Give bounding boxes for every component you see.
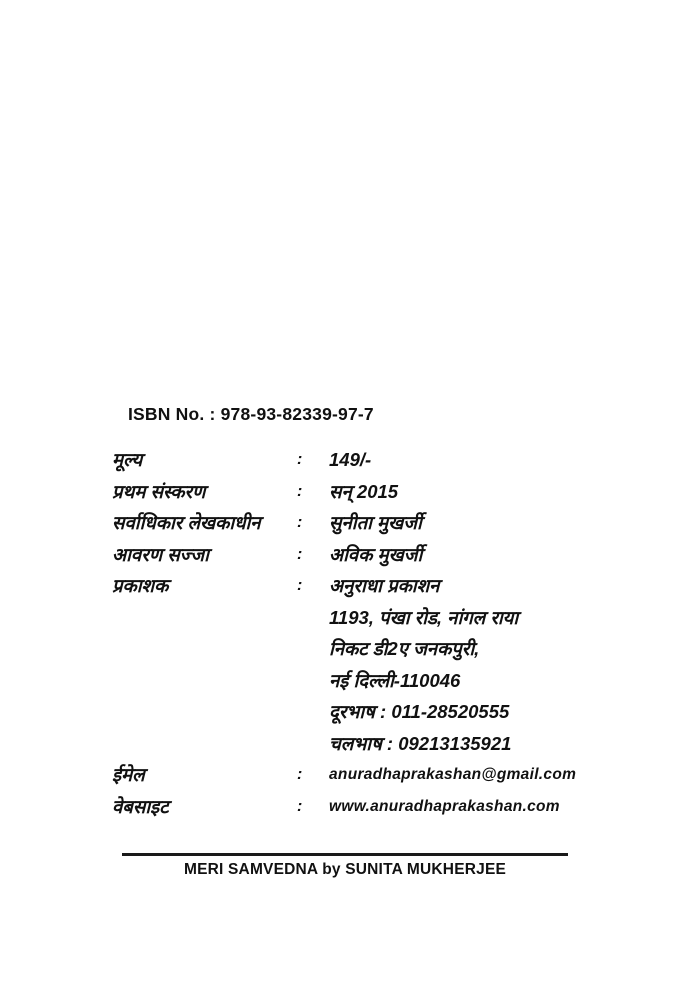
field-label-email: ईमेल xyxy=(112,764,145,785)
email-address: anuradhaprakashan@gmail.com xyxy=(329,766,577,783)
isbn-number: ISBN No. : 978-93-82339-97-7 xyxy=(128,404,374,424)
field-value-edition: सन् 2015 xyxy=(329,480,399,502)
website-row xyxy=(112,791,592,823)
publisher-name: अनुराधा प्रकाशन xyxy=(329,575,440,596)
publisher-mobile: चलभाष : 09213135921 xyxy=(329,732,512,754)
publisher-phone: दूरभाष : 011-28520555 xyxy=(329,701,510,722)
colon-separator: : xyxy=(297,577,303,594)
field-label-cover-design: आवरण सज्जा xyxy=(112,543,209,565)
colon-separator: : xyxy=(297,545,303,563)
colon-separator: : xyxy=(297,797,303,815)
field-label-publisher: प्रकाशक xyxy=(112,575,169,596)
publisher-row xyxy=(112,570,592,759)
book-attribution: MERI SAMVEDNA by SUNITA MUKHERJEE xyxy=(183,861,507,878)
publisher-address-line-2: निकट डी2ए जनकपुरी, xyxy=(329,638,480,659)
field-label-edition: प्रथम संस्करण xyxy=(112,480,206,502)
colon-separator: : xyxy=(297,451,303,468)
edition-row xyxy=(112,476,592,508)
field-value-copyright: सुनीता मुखर्जी xyxy=(329,512,422,533)
field-label-website: वेबसाइट xyxy=(112,795,169,817)
field-label-price: मूल्य xyxy=(112,449,143,470)
publication-details xyxy=(112,444,592,822)
field-value-cover-design: अविक मुखर्जी xyxy=(329,543,423,565)
footer-divider-line xyxy=(122,853,568,856)
website-address: www.anuradhaprakashan.com xyxy=(329,797,560,815)
price-row xyxy=(112,444,592,476)
email-row xyxy=(112,759,592,791)
colon-separator: : xyxy=(297,514,303,531)
publisher-address-block xyxy=(329,570,592,759)
publisher-address-line-3: नई दिल्ली-110046 xyxy=(329,669,461,691)
publisher-address-line-1: 1193, पंखा रोड, नांगल राया xyxy=(329,606,519,628)
cover-design-row xyxy=(112,539,592,571)
field-label-copyright: सर्वाधिकार लेखकाधीन xyxy=(112,512,261,533)
copyright-row xyxy=(112,507,592,539)
colon-separator: : xyxy=(297,482,303,500)
colon-separator: : xyxy=(297,766,303,783)
field-value-price: 149/- xyxy=(329,449,372,470)
